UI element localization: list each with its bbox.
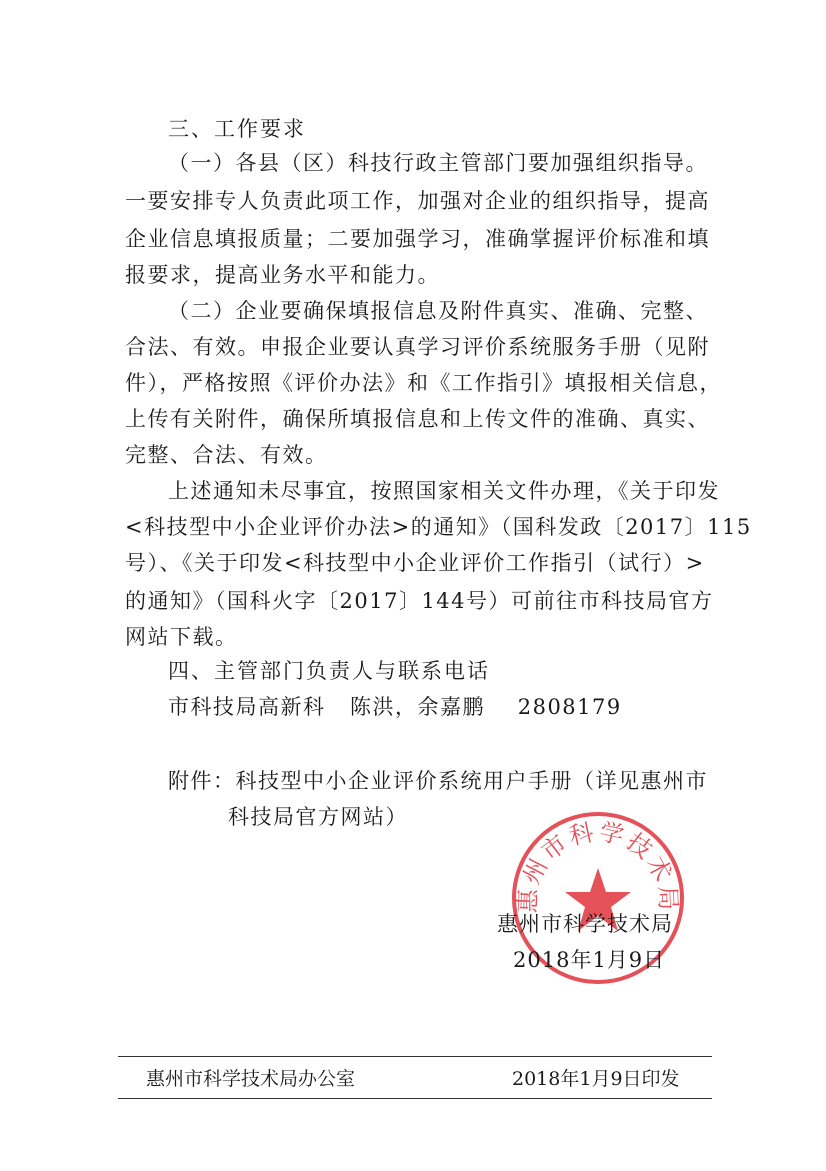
attachment-line: 附件：科技型中小企业评价系统用户手册（详见惠州市	[168, 769, 708, 793]
paragraph-line: 的通知》（国科火字〔2017〕144号）可前往市科技局官方	[125, 589, 714, 613]
paragraph-line: 上传有关附件，确保所填报信息和上传文件的准确、真实、	[125, 407, 710, 431]
paragraph-line: 完整、合法、有效。	[125, 443, 328, 467]
signature-date: 2018年1月9日	[513, 948, 666, 972]
footer-issuer: 惠州市科学技术局办公室	[146, 1068, 356, 1090]
signature-organization: 惠州市科学技术局	[497, 912, 673, 936]
paragraph-line: 号）、《关于印发<科技型中小企业评价工作指引（试行）>	[125, 551, 705, 575]
paragraph-line: 企业信息填报质量；二要加强学习，准确掌握评价标准和填	[125, 227, 710, 251]
attachment-line-continued: 科技局官方网站）	[228, 805, 408, 829]
paragraph-line: 合法、有效。申报企业要认真学习评价系统服务手册（见附	[125, 335, 710, 359]
footer-top-rule	[118, 1056, 712, 1057]
contact-line: 市科技局高新科 陈洪，余嘉鹏 2808179	[168, 695, 622, 719]
paragraph-line: （二）企业要确保填报信息及附件真实、准确、完整、	[168, 299, 708, 323]
paragraph-line: 件），严格按照《评价办法》和《工作指引》填报相关信息，	[125, 371, 722, 395]
paragraph-line: （一）各县（区）科技行政主管部门要加强组织指导。	[168, 151, 708, 175]
paragraph-line: 上述通知未尽事宜，按照国家相关文件办理，《关于印发	[168, 479, 720, 503]
paragraph-line: 报要求，提高业务水平和能力。	[125, 263, 440, 287]
section-heading-contacts: 四、主管部门负责人与联系电话	[168, 659, 490, 683]
seal-text: 惠州市科学技术局	[513, 817, 683, 914]
paragraph-line: 网站下载。	[125, 625, 238, 649]
section-heading-work-requirements: 三、工作要求	[168, 117, 306, 141]
footer-print-date: 2018年1月9日印发	[512, 1068, 680, 1090]
footer-bottom-rule	[118, 1098, 712, 1099]
paragraph-line: 一要安排专人负责此项工作，加强对企业的组织指导，提高	[125, 189, 710, 213]
paragraph-line: <科技型中小企业评价办法>的通知》（国科发政〔2017〕115	[125, 515, 752, 539]
